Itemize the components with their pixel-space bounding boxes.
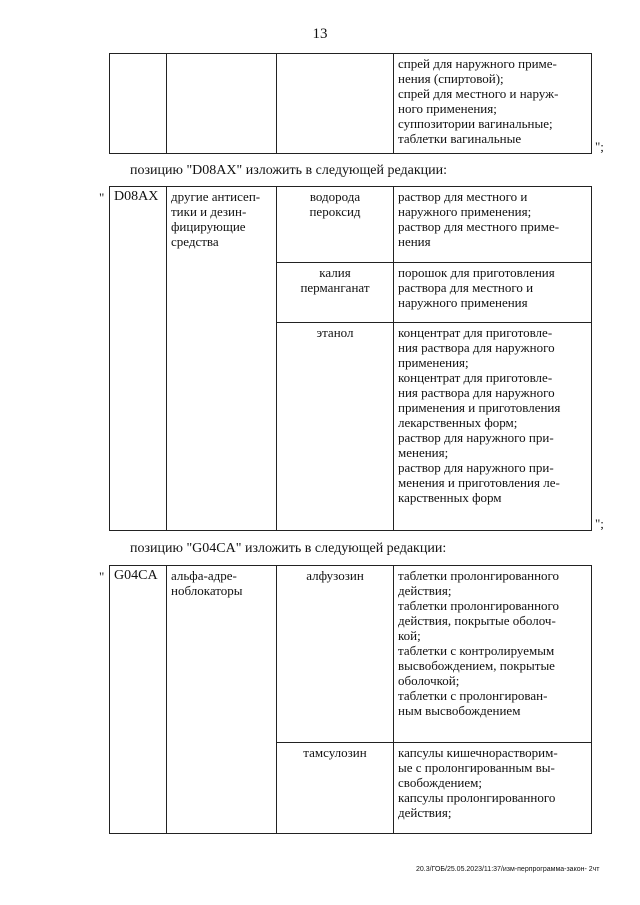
form-line: ного применения; [398,101,497,116]
form-line: таблетки вагинальные [398,131,522,146]
name-line: алфузозин [306,568,364,583]
name-line: калия [319,265,351,280]
form-line: ния раствора для наружного [398,385,555,400]
form-line: таблетки пролонгированного [398,598,560,613]
form-line: менения; [398,445,449,460]
form-cell [394,54,592,154]
form-line: раствора для местного и [398,280,534,295]
form-line: оболочкой; [398,673,460,688]
name-line: тамсулозин [303,745,367,760]
group-line: средства [171,234,219,249]
form-line: кой; [398,628,421,643]
document-footer: 20.3/ГОБ/25.05.2023/11:37/изм-перпрограмма-закон- 2чт [416,866,600,873]
form-line: таблетки с пролонгирован- [398,688,548,703]
group-line: фицирующие [171,219,246,234]
form-line: карственных форм [398,490,502,505]
closing-quote: "; [595,139,604,154]
form-line: раствор для местного и [398,189,528,204]
form-line: действия; [398,805,452,820]
name-cell [277,263,394,323]
form-line: действия; [398,583,452,598]
closing-quote: "; [595,516,604,531]
table-d08ax [109,186,592,531]
name-cell [277,566,394,743]
form-line: свобождением; [398,775,482,790]
form-line: раствор для наружного при- [398,460,554,475]
form-line: высвобождением, покрытые [398,658,555,673]
form-line: менения и приготовления ле- [398,475,560,490]
form-line: суппозитории вагинальные; [398,116,553,131]
form-line: ые с пролонгированным вы- [398,760,555,775]
form-line: раствор для местного приме- [398,219,560,234]
table-row [110,187,592,263]
name-cell [277,187,394,263]
form-line: применения; [398,355,469,370]
group-line: альфа-адре- [171,568,237,583]
group-cell [167,566,277,834]
form-line: капсулы кишечнорастворим- [398,745,558,760]
form-cell [394,263,592,323]
name-line: этанол [316,325,354,340]
form-line: наружного применения [398,295,528,310]
opening-quote: " [99,190,105,205]
form-line: спрей для местного и наруж- [398,86,559,101]
table-row [110,566,592,743]
group-cell [167,54,277,154]
form-line: действия, покрытые оболоч- [398,613,556,628]
name-cell [277,54,394,154]
opening-quote: " [99,569,105,584]
name-line: перманганат [300,280,370,295]
form-cell [394,187,592,263]
name-cell [277,743,394,834]
form-cell [394,323,592,531]
code-cell [110,54,167,154]
form-line: концентрат для приготовле- [398,370,553,385]
code-cell: D08AX [110,187,167,531]
form-line: таблетки пролонгированного [398,568,560,583]
group-cell [167,187,277,531]
group-line: тики и дезин- [171,204,247,219]
form-cell [394,566,592,743]
form-line: нения [398,234,431,249]
form-line: ным высвобождением [398,703,521,718]
name-line: водорода [309,189,361,204]
instruction-g04ca: позицию "G04CA" изложить в следующей редакции: [130,541,447,556]
form-line: концентрат для приготовле- [398,325,553,340]
code-cell: G04CA [110,566,167,834]
table-g04ca [109,565,592,834]
form-line: раствор для наружного при- [398,430,554,445]
form-line: нения (спиртовой); [398,71,504,86]
instruction-d08ax: позицию "D08AX" изложить в следующей редакции: [130,163,447,178]
form-line: порошок для приготовления [398,265,555,280]
form-line: наружного применения; [398,204,532,219]
table-row [110,54,592,154]
form-line: спрей для наружного приме- [398,56,557,71]
page-number: 13 [312,26,328,42]
name-cell [277,323,394,531]
form-line: капсулы пролонгированного [398,790,556,805]
name-line: пероксид [309,204,361,219]
group-line: другие антисеп- [171,189,261,204]
form-line: таблетки с контролируемым [398,643,555,658]
group-line: ноблокаторы [171,583,243,598]
form-line: применения и приготовления [398,400,561,415]
form-cell [394,743,592,834]
table-continuation [109,53,592,154]
form-line: ния раствора для наружного [398,340,555,355]
form-line: лекарственных форм; [398,415,518,430]
